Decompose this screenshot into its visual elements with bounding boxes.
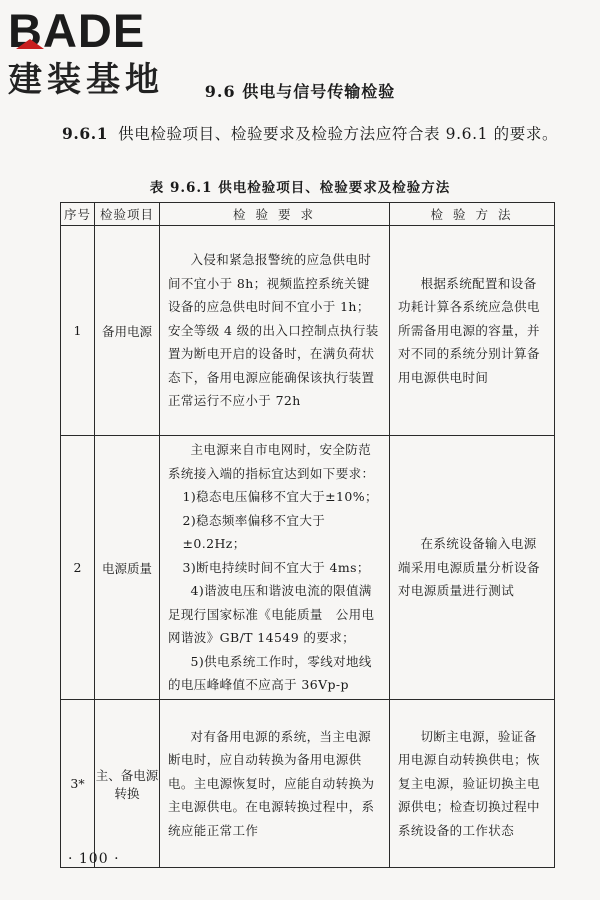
requirement-list-item: 1)稳态电压偏移不宜大于±10%； (182, 489, 378, 505)
logo-text-en: BADE (8, 4, 146, 57)
requirement-list-item: 2)稳态频率偏移不宜大于±0.2Hz； (182, 512, 326, 552)
row-requirement: 入侵和紧急报警统的应急供电时间不宜小于 8h；视频监控系统关键设备的应急供电时间不宜小于 1h；安全等级 4 级的出入口控制点执行装置为断电开启的设备时，在满负荷状态下，备用电源应能确保该执行装置正常运行不应小于 72h (160, 226, 390, 436)
row-item: 主、备电源转换 (95, 700, 160, 868)
row-seq: 1 (61, 226, 95, 436)
header-seq: 序号 (61, 203, 95, 226)
row-item: 电源质量 (95, 436, 160, 700)
logo-text-cn: 建装基地 (8, 60, 164, 100)
inspection-table (60, 202, 555, 868)
table-row (61, 226, 555, 436)
requirement-list-item: 5)供电系统工作时，零线对地线的电压峰峰值不应高于 36Vp-p (168, 653, 372, 693)
header-item: 检验项目 (95, 203, 160, 226)
row-seq: 3* (61, 700, 95, 868)
clause-paragraph (62, 120, 562, 148)
header-method: 检 验 方 法 (390, 203, 555, 226)
requirement-list-item: 4)谐波电压和谐波电流的限值满足现行国家标准《电能质量 公用电网谐波》GB/T 14549 的要求； (168, 583, 375, 646)
row-method: 在系统设备输入电源端采用电源质量分析设备对电源质量进行测试 (390, 436, 555, 700)
row-seq: 2 (61, 436, 95, 700)
row-item: 备用电源 (95, 226, 160, 436)
requirement-list-item: 3)断电持续时间不宜大于 4ms； (182, 559, 370, 575)
row-method: 切断主电源，验证备用电源自动转换供电；恢复主电源，验证切换主电源供电；检查切换过程中系统设备的工作状态 (390, 700, 555, 868)
table-row (61, 700, 555, 868)
section-title: 9.6 供电与信号传输检验 (204, 82, 396, 101)
page-number: · 100 · (68, 851, 120, 867)
clause-number: 9.6.1 (62, 124, 109, 143)
row-method: 根据系统配置和设备功耗计算各系统应急供电所需备用电源的容量，并对不同的系统分别计算备用电源供电时间 (390, 226, 555, 436)
row-requirement: 对有备用电源的系统，当主电源断电时，应自动转换为备用电源供电。主电源恢复时，应能自动转换为主电源供电。在电源转换过程中，系统应能正常工作 (160, 700, 390, 868)
table-header-row (61, 203, 555, 226)
clause-text: 供电检验项目、检验要求及检验方法应符合表 9.6.1 的要求。 (118, 125, 559, 143)
row-requirement: 主电源来自市电网时，安全防范系统接入端的指标宜达到如下要求： 1)稳态电压偏移不宜大于±10%； 2)稳态频率偏移不宜大于±0.2Hz； 3)断电持续时间不宜大于 4ms； 4)谐波电压和谐波电流的限值满足现行国家标准《电能质量 公用电网谐波》GB/T 14549 的要求； 5)供电系统工作时，零线对地线的电压峰峰值不应高于 36Vp-p (160, 436, 390, 700)
table-caption: 表 9.6.1 供电检验项目、检验要求及检验方法 (149, 180, 451, 196)
table-row (61, 436, 555, 700)
header-requirement: 检 验 要 求 (160, 203, 390, 226)
